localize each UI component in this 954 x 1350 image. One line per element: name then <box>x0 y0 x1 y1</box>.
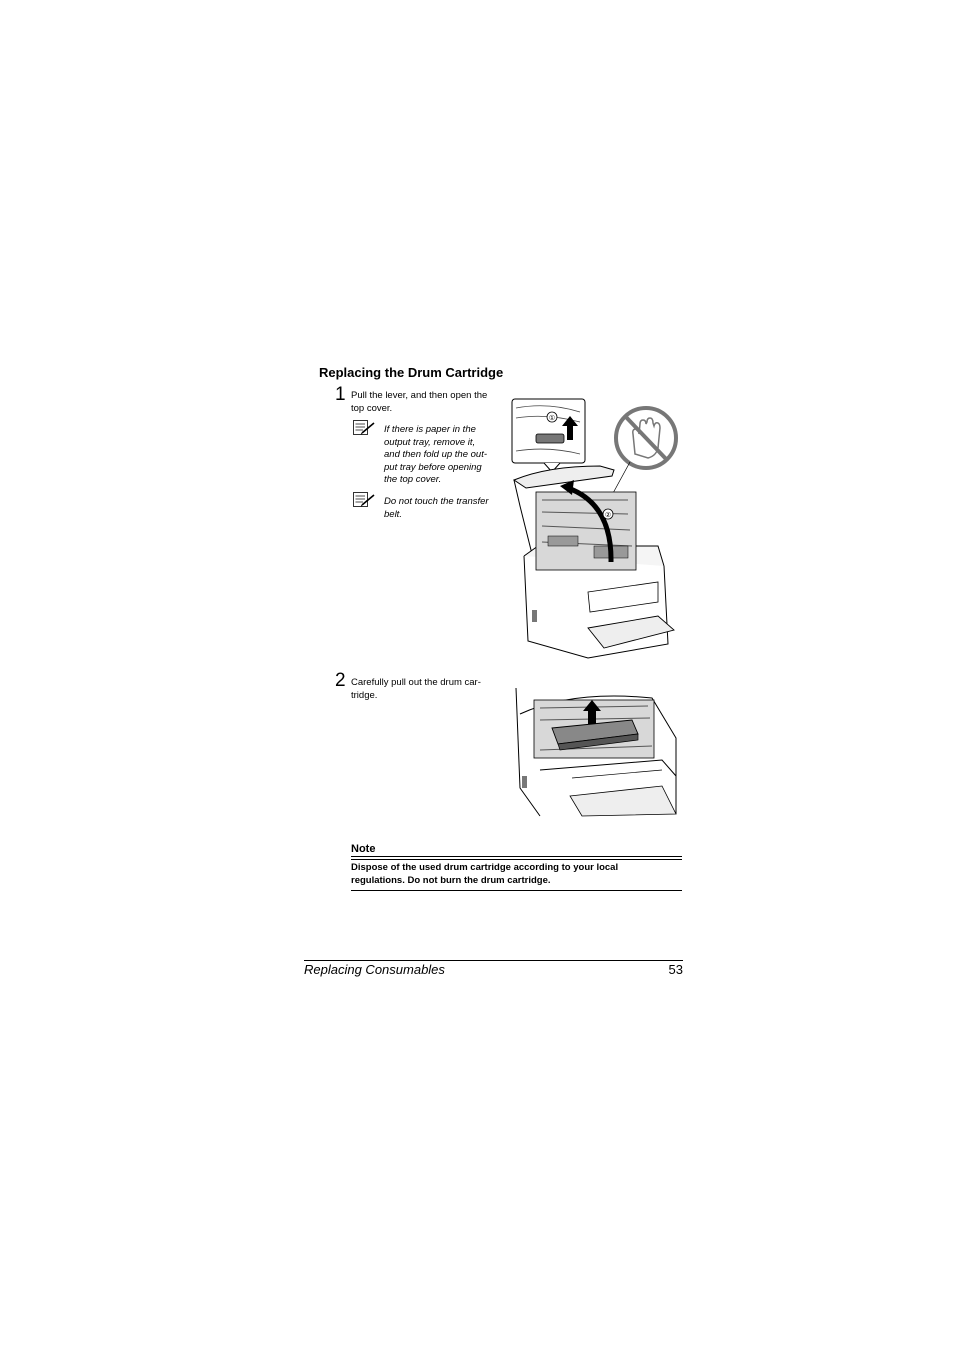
note-body-line: regulations. Do not burn the drum cartridge. <box>351 875 551 886</box>
footer-rule <box>304 960 683 961</box>
note-line: output tray, remove it, <box>384 436 476 448</box>
step-1-note-1 <box>384 424 509 487</box>
section-title: Replacing the Drum Cartridge <box>319 365 504 380</box>
step-2-text <box>351 677 501 702</box>
step-2-number: 2 <box>335 670 346 691</box>
note-rule-top <box>351 856 682 857</box>
step-2-text-line: Carefully pull out the drum car- <box>351 677 481 688</box>
note-line: put tray before opening <box>384 461 482 473</box>
note-label: Note <box>351 843 376 855</box>
callout-2-label: ② <box>604 512 612 519</box>
step-1-text-line: Pull the lever, and then open the <box>351 390 488 401</box>
note-line: Do not touch the transfer <box>384 496 489 507</box>
note-rule-top-inner <box>351 859 682 860</box>
figure-open-top-cover <box>508 396 680 660</box>
note-rule-bottom <box>351 890 682 891</box>
note-line: the top cover. <box>384 474 442 485</box>
note-body <box>351 861 682 887</box>
note-line: If there is paper in the <box>384 424 476 435</box>
step-2-text-line: tridge. <box>351 689 378 701</box>
note-line: belt. <box>384 508 402 520</box>
step-1-text-line: top cover. <box>351 402 393 414</box>
step-1-text <box>351 390 501 415</box>
page-number: 53 <box>668 962 683 977</box>
note-body-line: Dispose of the used drum cartridge according to your local <box>351 862 619 873</box>
note-pencil-icon <box>353 492 375 507</box>
step-1-number: 1 <box>335 384 346 405</box>
figure-pull-drum-cartridge <box>512 684 678 818</box>
footer-chapter-title: Replacing Consumables <box>304 962 445 977</box>
note-pencil-icon <box>353 420 375 435</box>
do-not-touch-hand-icon <box>616 408 676 468</box>
note-line: and then fold up the out- <box>384 449 487 460</box>
step-1-note-2 <box>384 496 509 521</box>
callout-1-label: ① <box>548 415 556 422</box>
